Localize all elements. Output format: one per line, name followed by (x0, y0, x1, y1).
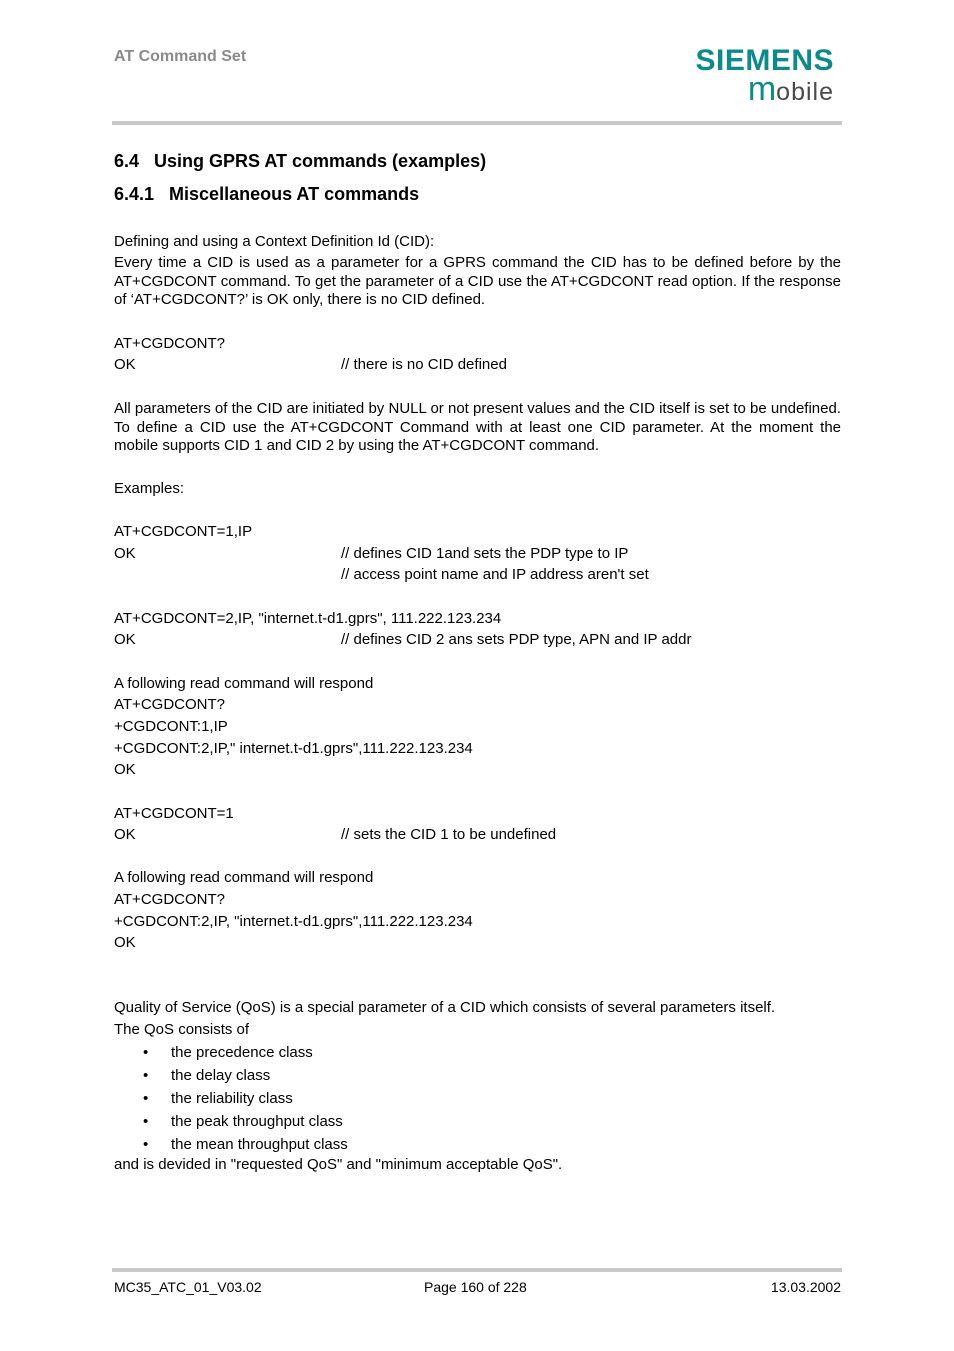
logo-brand: SIEMENS (695, 44, 834, 77)
list-item: • the precedence class (114, 1041, 348, 1064)
ex3-comment: // sets the CID 1 to be undefined (341, 826, 557, 843)
footer-date: 13.03.2002 (770, 1279, 841, 1295)
footer-doc-id: MC35_ATC_01_V03.02 (114, 1279, 262, 1295)
siemens-mobile-logo (692, 44, 842, 106)
header-divider (112, 121, 842, 125)
intro-label: Defining and using a Context Definition Id (CID): (114, 233, 435, 250)
read2-intro: A following read command will respond (114, 869, 374, 886)
list-item: • the peak throughput class (114, 1110, 348, 1133)
list-item: • the delay class (114, 1064, 348, 1087)
logo-m: m (747, 70, 777, 108)
read2-response: OK (114, 934, 136, 951)
read2-line-1: +CGDCONT:2,IP, "internet.t-d1.gprs",111.222.123.234 (114, 913, 473, 930)
ex2-comment: // defines CID 2 ans sets PDP type, APN and IP addr (341, 631, 692, 648)
footer-divider (112, 1268, 842, 1272)
read1-line-2: +CGDCONT:2,IP," internet.t-d1.gprs",111.222.123.234 (114, 740, 473, 757)
logo-rest: obile (776, 78, 834, 106)
read2-command: AT+CGDCONT? (114, 891, 225, 908)
ex2-response: OK (114, 631, 136, 648)
ex3-response: OK (114, 826, 136, 843)
read1-response: OK (114, 761, 136, 778)
list-item: • the reliability class (114, 1087, 348, 1110)
qos-paragraph: Quality of Service (QoS) is a special parameter of a CID which consists of several parameters itself. (114, 999, 776, 1016)
examples-label: Examples: (114, 480, 185, 497)
section-heading: 6.4 Using GPRS AT commands (examples) (114, 151, 487, 171)
intro-paragraph: Every time a CID is used as a parameter for a GPRS command the CID has to be defined before by the AT+CGDCONT command. To get the parameter of a CID use the AT+CGDCONT read option. If the response of ‘AT+CGDCONT?’ is OK only, there is no CID defined. (114, 254, 841, 308)
ex1-comment-1: // defines CID 1and sets the PDP type to IP (341, 545, 629, 562)
block1-response: OK (114, 356, 136, 373)
list-item: • the mean throughput class (114, 1133, 348, 1156)
ex1-response: OK (114, 545, 136, 562)
ex3-command: AT+CGDCONT=1 (114, 805, 234, 822)
footer-page-number: Page 160 of 228 (424, 1279, 527, 1295)
qos-closing: and is devided in "requested QoS" and "minimum acceptable QoS". (114, 1156, 563, 1173)
read1-intro: A following read command will respond (114, 675, 374, 692)
ex2-command: AT+CGDCONT=2,IP, "internet.t-d1.gprs", 111.222.123.234 (114, 610, 502, 627)
qos-intro: The QoS consists of (114, 1021, 250, 1038)
read1-line-1: +CGDCONT:1,IP (114, 718, 228, 735)
ex1-comment-2: // access point name and IP address aren't set (341, 566, 649, 583)
ex1-command: AT+CGDCONT=1,IP (114, 523, 253, 540)
block1-command: AT+CGDCONT? (114, 335, 225, 352)
read1-command: AT+CGDCONT? (114, 696, 225, 713)
subsection-heading: 6.4.1 Miscellaneous AT commands (114, 184, 420, 204)
header-title: AT Command Set (114, 48, 247, 65)
cid-init-paragraph: All parameters of the CID are initiated by NULL or not present values and the CID itself is set to be undefined. To define a CID use the AT+CGDCONT Command with at least one CID parameter. At the moment the mobile supports CID 1 and CID 2 by using the AT+CGDCONT command. (114, 400, 841, 454)
logo-mobile (748, 72, 834, 113)
qos-list (114, 1041, 348, 1156)
block1-comment: // there is no CID defined (341, 356, 507, 373)
